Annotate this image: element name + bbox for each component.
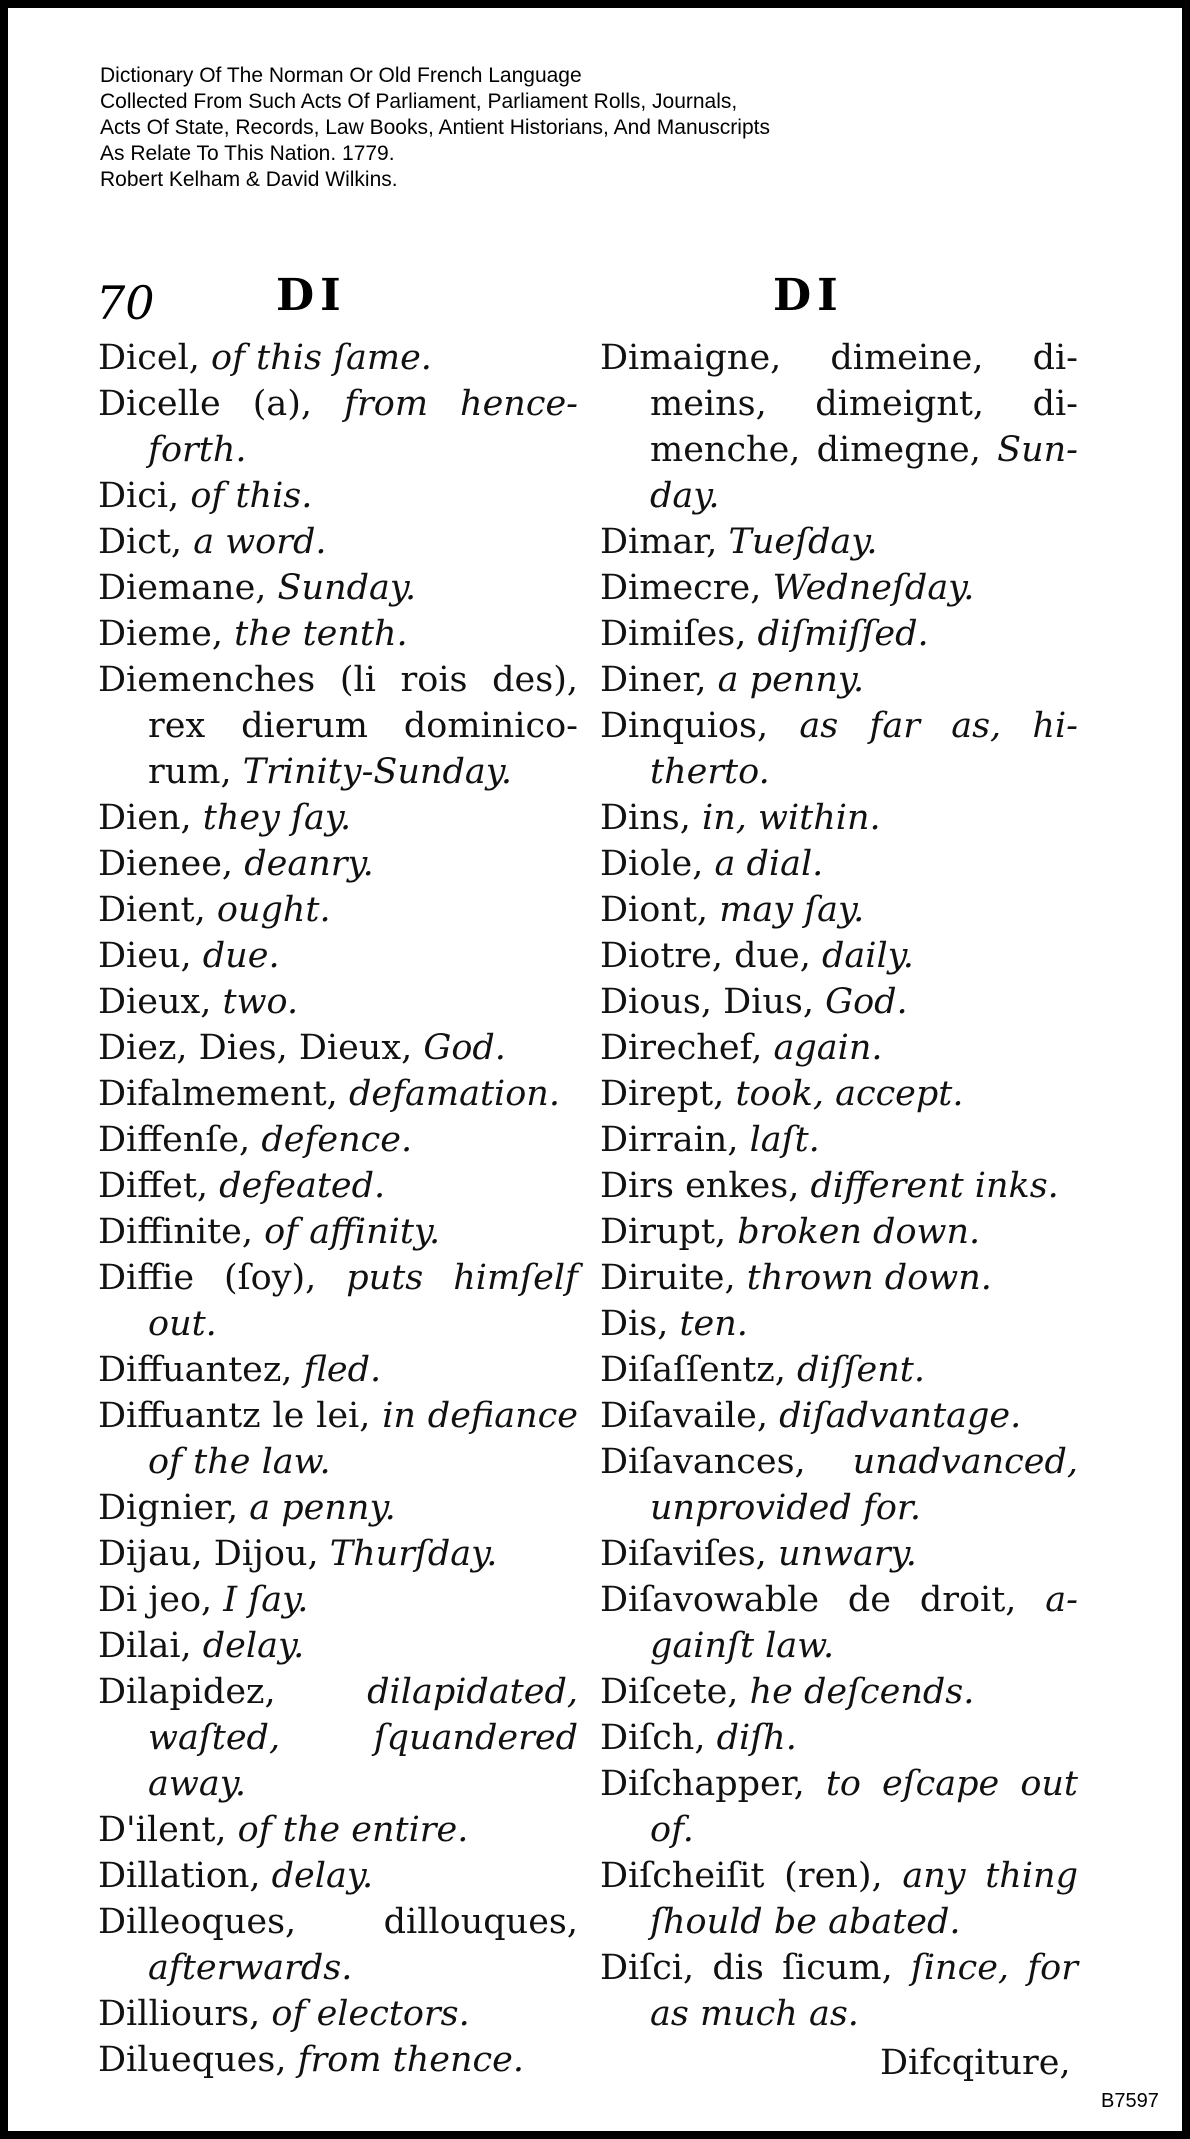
entry-definition: may ſay. <box>719 890 865 930</box>
dictionary-entry <box>98 473 578 519</box>
dictionary-entry <box>98 887 578 933</box>
entry-definition: delay. <box>271 1856 374 1896</box>
dictionary-entry <box>600 1577 1078 1669</box>
dictionary-entry <box>600 887 1078 933</box>
entry-headword: Diner, <box>600 660 707 700</box>
dictionary-entry <box>600 1071 1078 1117</box>
entry-definition: of this. <box>190 476 313 516</box>
dictionary-entry <box>98 1025 578 1071</box>
dictionary-entry <box>98 1531 578 1577</box>
header-line: Collected From Such Acts Of Parliament, Parliament Rolls, Journals, <box>100 90 738 113</box>
entry-definition: a dial. <box>714 844 824 884</box>
entry-definition: ſince, for as much as. <box>650 1948 1078 2034</box>
dictionary-entry <box>98 565 578 611</box>
entry-headword: Dirrain, <box>600 1120 739 1160</box>
entry-headword: Diſchapper, <box>600 1764 805 1804</box>
entry-headword: Dilapidez, <box>98 1672 276 1712</box>
dictionary-entry <box>600 1117 1078 1163</box>
entry-definition: he deſcends. <box>749 1672 975 1712</box>
entry-definition: daily. <box>822 936 914 976</box>
entry-headword: Diſaviſes, <box>600 1534 767 1574</box>
left-column <box>98 335 578 2083</box>
entry-headword: Dict, <box>98 522 183 562</box>
entry-definition: a penny. <box>249 1488 396 1528</box>
entry-headword: Diffie (ſoy), <box>98 1258 317 1298</box>
entry-definition: again. <box>773 1028 883 1068</box>
entry-definition: unadvanced, unprovided for. <box>650 1442 1078 1528</box>
entry-definition: defamation. <box>348 1074 560 1114</box>
entry-headword: D'ilent, <box>98 1810 227 1850</box>
entry-definition: from hence-forth. <box>148 384 578 470</box>
entry-headword: Dicelle (a), <box>98 384 313 424</box>
dictionary-entry <box>98 979 578 1025</box>
entry-definition: deanry. <box>244 844 374 884</box>
dictionary-entry <box>98 1853 578 1899</box>
entry-headword: Dici, <box>98 476 180 516</box>
entry-headword: Diffuantez, <box>98 1350 293 1390</box>
entry-headword: Diſcete, <box>600 1672 739 1712</box>
entry-headword: Dignier, <box>98 1488 239 1528</box>
entry-definition: dilapidated, waſted, ſquandered away. <box>148 1672 578 1804</box>
dictionary-entry <box>98 381 578 473</box>
entry-definition: of this ſame. <box>211 338 432 378</box>
image-code: B7597 <box>1101 2090 1159 2112</box>
dictionary-entry <box>600 1439 1078 1531</box>
dictionary-entry <box>600 565 1078 611</box>
dictionary-entry <box>600 1669 1078 1715</box>
entry-headword: Diont, <box>600 890 709 930</box>
entry-definition: Trinity-Sunday. <box>242 752 512 792</box>
dictionary-entry <box>98 1209 578 1255</box>
entry-definition: laſt. <box>749 1120 820 1160</box>
dictionary-entry <box>98 335 578 381</box>
entry-headword: Di jeo, <box>98 1580 213 1620</box>
dictionary-entry <box>98 611 578 657</box>
entry-headword: Direchef, <box>600 1028 763 1068</box>
entry-headword: Dijau, Dijou, <box>98 1534 319 1574</box>
entry-definition: Thurſday. <box>329 1534 498 1574</box>
entry-definition: delay. <box>202 1626 305 1666</box>
entry-definition: diſh. <box>716 1718 797 1758</box>
entry-headword: Diſci, dis ſicum, <box>600 1948 893 1988</box>
entry-definition: defeated. <box>219 1166 386 1206</box>
entry-definition: ten. <box>679 1304 748 1344</box>
dictionary-entry <box>600 1301 1078 1347</box>
entry-headword: Diffenſe, <box>98 1120 251 1160</box>
dictionary-entry <box>98 1393 578 1485</box>
entry-definition: God. <box>825 982 908 1022</box>
dictionary-entry <box>98 1071 578 1117</box>
dictionary-entry <box>600 611 1078 657</box>
entry-headword: Dilleoques, dillouques, <box>98 1902 578 1942</box>
dictionary-entry <box>600 1347 1078 1393</box>
dictionary-entry <box>600 1945 1078 2037</box>
entry-headword: Diole, <box>600 844 704 884</box>
dictionary-entry <box>600 335 1078 519</box>
dictionary-entry <box>98 1669 578 1807</box>
dictionary-entry <box>98 1117 578 1163</box>
entry-headword: Dis, <box>600 1304 669 1344</box>
page-number: 70 <box>96 276 155 330</box>
entry-definition: of the entire. <box>237 1810 469 1850</box>
entry-headword: Dien, <box>98 798 192 838</box>
entry-headword: Diſcheiſit (ren), <box>600 1856 883 1896</box>
entry-definition: Sunday. <box>277 568 417 608</box>
entry-headword: Difalmement, <box>98 1074 338 1114</box>
running-head-left: DI <box>276 270 347 321</box>
dictionary-entry <box>98 1991 578 2037</box>
header-line: Dictionary Of The Norman Or Old French Language <box>100 64 582 87</box>
entry-definition: of affinity. <box>264 1212 441 1252</box>
dictionary-entry <box>98 1899 578 1991</box>
entry-headword: Diemane, <box>98 568 267 608</box>
dictionary-entry <box>98 1623 578 1669</box>
entry-headword: Dimecre, <box>600 568 762 608</box>
dictionary-entry <box>600 1163 1078 1209</box>
entry-definition: puts himſelf out. <box>148 1258 578 1344</box>
entry-definition: in, within. <box>702 798 881 838</box>
dictionary-entry <box>98 795 578 841</box>
entry-definition: diſſent. <box>797 1350 925 1390</box>
entry-headword: Diotre, due, <box>600 936 811 976</box>
dictionary-entry <box>600 933 1078 979</box>
entry-headword: Dirept, <box>600 1074 725 1114</box>
dictionary-entry <box>600 979 1078 1025</box>
entry-headword: Dimiſes, <box>600 614 747 654</box>
entry-headword: Dins, <box>600 798 691 838</box>
entry-headword: Dilliours, <box>98 1994 261 2034</box>
entry-definition: took, accept. <box>735 1074 964 1114</box>
dictionary-entry <box>600 795 1078 841</box>
entry-headword: Diſaſſentz, <box>600 1350 786 1390</box>
dictionary-entry <box>98 1485 578 1531</box>
entry-definition: the tenth. <box>234 614 408 654</box>
entry-definition: I ſay. <box>223 1580 309 1620</box>
dictionary-entry <box>98 1577 578 1623</box>
dictionary-entry <box>600 1255 1078 1301</box>
entry-headword: Diſch, <box>600 1718 706 1758</box>
dictionary-entry <box>98 1347 578 1393</box>
entry-headword: Dienee, <box>98 844 234 884</box>
entry-headword: Diffet, <box>98 1166 209 1206</box>
entry-headword: Dilueques, <box>98 2040 287 2080</box>
entry-headword: Dimar, <box>600 522 718 562</box>
entry-headword: Diſavances, <box>600 1442 806 1482</box>
dictionary-entry <box>600 841 1078 887</box>
entry-headword: Dilai, <box>98 1626 192 1666</box>
running-head-right: DI <box>773 270 844 321</box>
entry-headword: Dieux, <box>98 982 212 1022</box>
entry-headword: Dillation, <box>98 1856 261 1896</box>
entry-headword: Dieu, <box>98 936 192 976</box>
entry-definition: broken down. <box>737 1212 981 1252</box>
entry-headword: Diſavowable de droit, <box>600 1580 1017 1620</box>
entry-definition: Tueſday. <box>728 522 878 562</box>
entry-definition: diſadvantage. <box>779 1396 1022 1436</box>
entry-headword: Diemenches (li rois des), rex dierum dominico-rum, <box>98 660 578 792</box>
entry-headword: Diffuantz le lei, <box>98 1396 371 1436</box>
entry-headword: Dirupt, <box>600 1212 727 1252</box>
dictionary-entry <box>600 1209 1078 1255</box>
entry-definition: afterwards. <box>148 1948 353 1988</box>
dictionary-entry <box>600 1531 1078 1577</box>
entry-definition: they ſay. <box>202 798 352 838</box>
entry-definition: two. <box>222 982 299 1022</box>
dictionary-entry <box>98 1163 578 1209</box>
dictionary-entry <box>600 657 1078 703</box>
entry-definition: Sun-day. <box>650 430 1078 516</box>
entry-definition: any thing ſhould be abated. <box>650 1856 1078 1942</box>
entry-definition: due. <box>202 936 280 976</box>
entry-headword: Dieme, <box>98 614 223 654</box>
entry-headword: Diſavaile, <box>600 1396 768 1436</box>
dictionary-entry <box>600 1393 1078 1439</box>
entry-headword: Dicel, <box>98 338 200 378</box>
entry-definition: in defiance of the law. <box>148 1396 578 1482</box>
dictionary-entry <box>600 1715 1078 1761</box>
entry-definition: thrown down. <box>746 1258 992 1298</box>
entry-definition: a penny. <box>717 660 865 700</box>
entry-definition: to eſcape out of. <box>650 1764 1078 1850</box>
dictionary-entry <box>600 519 1078 565</box>
dictionary-entry <box>98 2037 578 2083</box>
entry-definition: a word. <box>193 522 327 562</box>
entry-definition: God. <box>423 1028 506 1068</box>
dictionary-entry <box>98 1807 578 1853</box>
entry-headword: Dirs enkes, <box>600 1166 800 1206</box>
source-header <box>100 63 770 193</box>
entry-definition: diſmiſſed. <box>757 614 929 654</box>
catchword: Difcqiture, <box>880 2043 1071 2083</box>
dictionary-entry <box>98 657 578 795</box>
entry-headword: Dient, <box>98 890 206 930</box>
entry-headword: Dious, Dius, <box>600 982 814 1022</box>
entry-definition: fled. <box>303 1350 382 1390</box>
entry-headword: Dinquios, <box>600 706 769 746</box>
dictionary-entry <box>600 703 1078 795</box>
entry-headword: Diez, Dies, Dieux, <box>98 1028 413 1068</box>
dictionary-entry <box>600 1853 1078 1945</box>
entry-definition: from thence. <box>297 2040 524 2080</box>
entry-definition: of electors. <box>271 1994 470 2034</box>
entry-definition: a-gainſt law. <box>650 1580 1078 1666</box>
entry-headword: Diffinite, <box>98 1212 253 1252</box>
dictionary-entry <box>98 1255 578 1347</box>
entry-definition: ought. <box>216 890 331 930</box>
dictionary-entry <box>98 841 578 887</box>
entry-definition: different inks. <box>810 1166 1059 1206</box>
entry-definition: defence. <box>261 1120 413 1160</box>
dictionary-entry <box>98 933 578 979</box>
dictionary-entry <box>600 1761 1078 1853</box>
entry-definition: Wedneſday. <box>772 568 975 608</box>
entry-headword: Diruite, <box>600 1258 736 1298</box>
entry-definition: unwary. <box>777 1534 917 1574</box>
header-line: Robert Kelham & David Wilkins. <box>100 168 398 191</box>
dictionary-entry <box>98 519 578 565</box>
dictionary-entry <box>600 1025 1078 1071</box>
entry-definition: as far as, hi-therto. <box>650 706 1078 792</box>
right-column <box>600 335 1078 2037</box>
entry-headword: Dimaigne, dimeine, di-meins, dimeignt, di-menche, dimegne, <box>600 338 1078 470</box>
header-line: Acts Of State, Records, Law Books, Antient Historians, And Manuscripts <box>100 116 770 139</box>
header-line: As Relate To This Nation. 1779. <box>100 142 395 165</box>
